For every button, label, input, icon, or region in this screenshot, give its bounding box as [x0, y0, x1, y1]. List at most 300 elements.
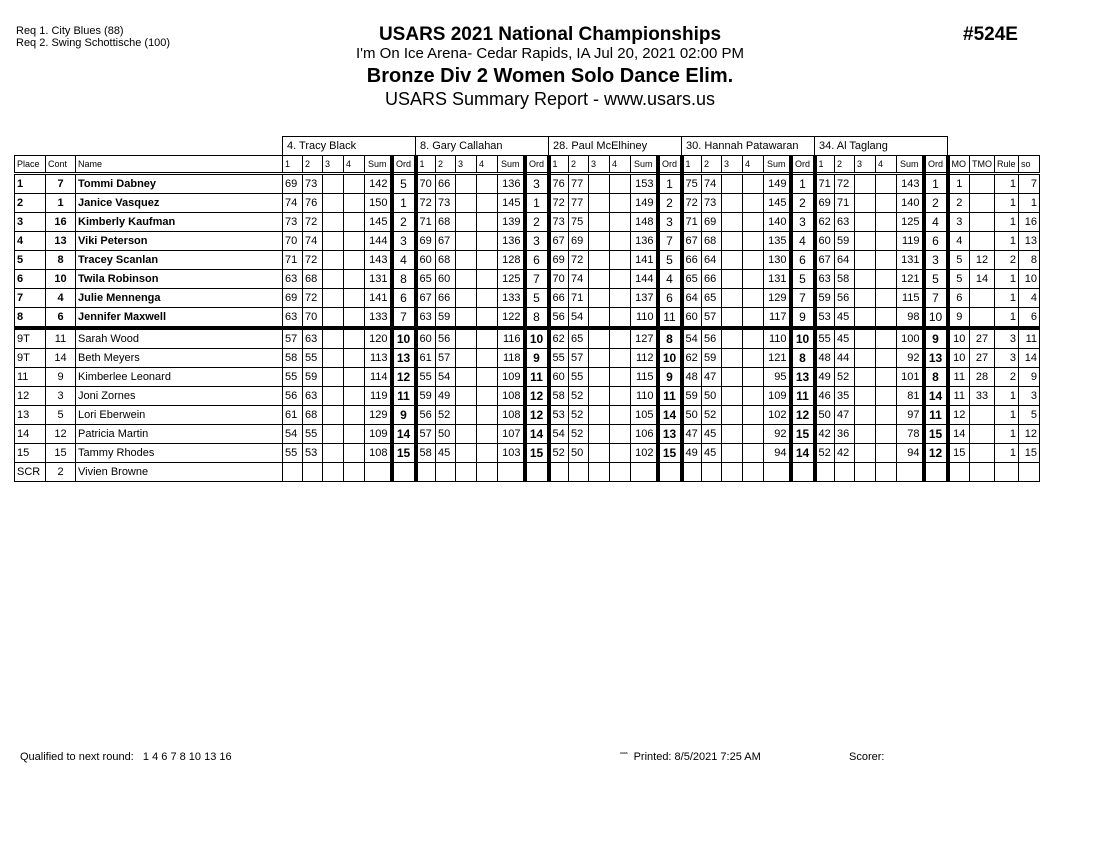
- judge-mark: 70: [416, 174, 436, 194]
- judge-mark: 70: [283, 232, 303, 251]
- col-judge-sum: Sum: [365, 156, 392, 174]
- place-cell: 8: [15, 308, 46, 329]
- judge-mark: [876, 368, 897, 387]
- judge-ordinal: 1: [924, 174, 948, 194]
- mo-cell: 3: [948, 213, 970, 232]
- judge-mark: 66: [702, 270, 722, 289]
- judge-name-header: 28. Paul McElhiney: [549, 137, 682, 156]
- judge-mark: 66: [549, 289, 569, 308]
- judge-mark: [303, 463, 323, 482]
- judge-mark: [589, 463, 610, 482]
- judge-ordinal: 3: [791, 213, 815, 232]
- judge-mark: [743, 349, 764, 368]
- col-judge-ord: Ord: [392, 156, 416, 174]
- judge-sum: [764, 463, 791, 482]
- judge-mark: 60: [436, 270, 456, 289]
- judge-sum: 122: [498, 308, 525, 329]
- place-cell: 12: [15, 387, 46, 406]
- qualified-summary: [20, 751, 232, 763]
- col-mo: MO: [948, 156, 970, 174]
- judge-mark: [589, 251, 610, 270]
- judge-mark: 47: [682, 425, 702, 444]
- judge-ordinal: 11: [525, 368, 549, 387]
- judge-mark: [855, 387, 876, 406]
- judge-sum: 97: [897, 406, 924, 425]
- col-judge-mark-3: 3: [323, 156, 344, 174]
- tmo-cell: 28: [970, 368, 995, 387]
- event-number: #524E: [963, 24, 1018, 45]
- judge-mark: 71: [416, 213, 436, 232]
- judge-ordinal: 7: [658, 232, 682, 251]
- scorer-label: Scorer:: [849, 751, 885, 763]
- judge-ordinal: [924, 463, 948, 482]
- so-cell: [1019, 463, 1040, 482]
- table-row: [15, 308, 1040, 329]
- rule-cell: 2: [995, 368, 1019, 387]
- judge-ordinal: 13: [658, 425, 682, 444]
- judge-ordinal: 6: [924, 232, 948, 251]
- rule-cell: 1: [995, 308, 1019, 329]
- judge-sum: 109: [764, 387, 791, 406]
- judge-mark: [456, 387, 477, 406]
- judge-mark: 63: [283, 270, 303, 289]
- skater-name: Jennifer Maxwell: [76, 308, 283, 329]
- judge-mark: [855, 463, 876, 482]
- place-cell: 2: [15, 194, 46, 213]
- judge-mark: 68: [702, 232, 722, 251]
- judge-ordinal: 5: [392, 174, 416, 194]
- mo-cell: 5: [948, 270, 970, 289]
- judge-ordinal: 9: [392, 406, 416, 425]
- judge-mark: [702, 463, 722, 482]
- judge-mark: [589, 387, 610, 406]
- judge-mark: 72: [416, 194, 436, 213]
- rule-cell: [995, 463, 1019, 482]
- judge-mark: [589, 308, 610, 329]
- judge-mark: 55: [549, 349, 569, 368]
- judge-ordinal: 13: [392, 349, 416, 368]
- judge-ordinal: 11: [658, 387, 682, 406]
- judge-mark: 74: [702, 174, 722, 194]
- skater-name: Viki Peterson: [76, 232, 283, 251]
- judge-mark: 73: [702, 194, 722, 213]
- judge-mark: [344, 463, 365, 482]
- so-cell: 13: [1019, 232, 1040, 251]
- rule-cell: 1: [995, 174, 1019, 194]
- tmo-cell: 27: [970, 328, 995, 349]
- judge-mark: [477, 194, 498, 213]
- skater-name: Tracey Scanlan: [76, 251, 283, 270]
- requirement-1: Req 1. City Blues (88): [16, 25, 124, 37]
- rule-cell: 1: [995, 194, 1019, 213]
- judge-mark: [323, 289, 344, 308]
- judge-mark: [610, 444, 631, 463]
- judge-ordinal: 15: [392, 444, 416, 463]
- col-judge-sum: Sum: [631, 156, 658, 174]
- judge-ordinal: 13: [924, 349, 948, 368]
- col-judge-ord: Ord: [924, 156, 948, 174]
- judge-mark: [344, 368, 365, 387]
- judge-ordinal: 2: [924, 194, 948, 213]
- skater-name: Janice Vasquez: [76, 194, 283, 213]
- judge-mark: 73: [283, 213, 303, 232]
- judge-mark: [743, 406, 764, 425]
- judge-mark: 36: [835, 425, 855, 444]
- rule-cell: 1: [995, 425, 1019, 444]
- contestant-number: 13: [46, 232, 76, 251]
- col-name: Name: [76, 156, 283, 174]
- judge-mark: 52: [569, 425, 589, 444]
- mo-cell: 2: [948, 194, 970, 213]
- judge-sum: 78: [897, 425, 924, 444]
- judge-ordinal: 2: [525, 213, 549, 232]
- judge-mark: [610, 232, 631, 251]
- judge-mark: [323, 213, 344, 232]
- place-cell: 1: [15, 174, 46, 194]
- table-row: [15, 349, 1040, 368]
- judge-sum: 131: [897, 251, 924, 270]
- judge-mark: [722, 387, 743, 406]
- judge-ordinal: 14: [658, 406, 682, 425]
- judge-mark: 70: [549, 270, 569, 289]
- table-row: [15, 368, 1040, 387]
- judge-sum: 92: [897, 349, 924, 368]
- judge-mark: 63: [815, 270, 835, 289]
- championship-title: USARS 2021 National Championships: [378, 24, 722, 45]
- judge-sum: 94: [897, 444, 924, 463]
- judge-sum: 106: [631, 425, 658, 444]
- judge-mark: 65: [682, 270, 702, 289]
- judge-mark: [456, 213, 477, 232]
- judge-mark: 45: [436, 444, 456, 463]
- judge-mark: 65: [416, 270, 436, 289]
- judge-ordinal: 9: [791, 308, 815, 329]
- judge-sum: 135: [764, 232, 791, 251]
- contestant-number: 14: [46, 349, 76, 368]
- contestant-number: 9: [46, 368, 76, 387]
- judge-mark: 60: [416, 328, 436, 349]
- tmo-cell: 33: [970, 387, 995, 406]
- judge-ordinal: 1: [658, 174, 682, 194]
- judge-mark: [589, 425, 610, 444]
- judge-mark: [477, 368, 498, 387]
- judge-mark: [344, 308, 365, 329]
- judge-mark: 56: [436, 328, 456, 349]
- judge-ordinal: 1: [791, 174, 815, 194]
- so-cell: 8: [1019, 251, 1040, 270]
- judge-mark: [722, 194, 743, 213]
- judge-sum: 136: [498, 174, 525, 194]
- judge-sum: 131: [764, 270, 791, 289]
- contestant-number: 2: [46, 463, 76, 482]
- judge-ordinal: 12: [791, 406, 815, 425]
- mo-cell: 5: [948, 251, 970, 270]
- place-cell: 9T: [15, 328, 46, 349]
- judge-ordinal: 1: [392, 194, 416, 213]
- judge-ordinal: 8: [658, 328, 682, 349]
- place-cell: 13: [15, 406, 46, 425]
- col-judge-mark-1: 1: [815, 156, 835, 174]
- rule-cell: 1: [995, 213, 1019, 232]
- judge-mark: [722, 213, 743, 232]
- judge-name-header: 34. Al Taglang: [815, 137, 948, 156]
- judge-mark: [323, 444, 344, 463]
- judge-sum: 131: [365, 270, 392, 289]
- judge-sum: [498, 463, 525, 482]
- judge-sum: 108: [498, 387, 525, 406]
- judge-name-header: 8. Gary Callahan: [416, 137, 549, 156]
- judge-mark: [876, 194, 897, 213]
- judge-mark: [477, 349, 498, 368]
- judge-mark: [477, 251, 498, 270]
- judge-mark: 74: [303, 232, 323, 251]
- judge-mark: [855, 232, 876, 251]
- judge-ordinal: 15: [658, 444, 682, 463]
- judge-mark: [722, 406, 743, 425]
- place-cell: 3: [15, 213, 46, 232]
- skater-name: Joni Zornes: [76, 387, 283, 406]
- col-judge-mark-2: 2: [303, 156, 323, 174]
- judge-mark: 56: [416, 406, 436, 425]
- so-cell: 7: [1019, 174, 1040, 194]
- rule-cell: 1: [995, 232, 1019, 251]
- judge-sum: 107: [498, 425, 525, 444]
- judge-sum: 117: [764, 308, 791, 329]
- judge-mark: [344, 406, 365, 425]
- judge-mark: 45: [835, 308, 855, 329]
- judge-mark: 50: [702, 387, 722, 406]
- judge-mark: [610, 463, 631, 482]
- judge-ordinal: 3: [392, 232, 416, 251]
- judge-mark: [323, 463, 344, 482]
- judge-mark: 59: [436, 308, 456, 329]
- judge-mark: [610, 425, 631, 444]
- judge-mark: 69: [702, 213, 722, 232]
- tmo-cell: [970, 213, 995, 232]
- judge-ordinal: 3: [924, 251, 948, 270]
- col-judge-mark-1: 1: [283, 156, 303, 174]
- judge-mark: [549, 463, 569, 482]
- judge-mark: [589, 213, 610, 232]
- so-cell: 16: [1019, 213, 1040, 232]
- judge-mark: [722, 289, 743, 308]
- judge-sum: [897, 463, 924, 482]
- judge-mark: 48: [682, 368, 702, 387]
- judge-mark: [743, 387, 764, 406]
- mo-cell: 10: [948, 349, 970, 368]
- judge-mark: [743, 213, 764, 232]
- judge-mark: [682, 463, 702, 482]
- judge-mark: 52: [549, 444, 569, 463]
- contestant-number: 7: [46, 174, 76, 194]
- tmo-cell: 27: [970, 349, 995, 368]
- judge-mark: [589, 194, 610, 213]
- judge-ordinal: 4: [791, 232, 815, 251]
- judge-ordinal: 14: [392, 425, 416, 444]
- so-cell: 4: [1019, 289, 1040, 308]
- judge-mark: 76: [549, 174, 569, 194]
- judge-mark: [855, 308, 876, 329]
- col-judge-mark-4: 4: [477, 156, 498, 174]
- judge-mark: 46: [815, 387, 835, 406]
- judge-sum: 148: [631, 213, 658, 232]
- skater-name: Kimberly Kaufman: [76, 213, 283, 232]
- judge-mark: 54: [436, 368, 456, 387]
- judge-mark: 68: [303, 270, 323, 289]
- judge-mark: [323, 194, 344, 213]
- so-cell: 12: [1019, 425, 1040, 444]
- judge-mark: 62: [682, 349, 702, 368]
- judge-mark: [722, 174, 743, 194]
- judge-mark: [456, 368, 477, 387]
- judge-mark: [855, 213, 876, 232]
- judge-mark: [876, 308, 897, 329]
- judge-ordinal: 5: [525, 289, 549, 308]
- mo-cell: 6: [948, 289, 970, 308]
- contestant-number: 8: [46, 251, 76, 270]
- judge-mark: 72: [682, 194, 702, 213]
- judge-mark: [722, 444, 743, 463]
- judge-ordinal: 4: [924, 213, 948, 232]
- judge-sum: 145: [498, 194, 525, 213]
- requirement-2: Req 2. Swing Schottische (100): [16, 37, 171, 49]
- qualified-list: 1 4 6 7 8 10 13 16: [142, 751, 232, 763]
- col-judge-mark-4: 4: [610, 156, 631, 174]
- place-cell: 15: [15, 444, 46, 463]
- judge-mark: 59: [702, 349, 722, 368]
- judge-mark: [610, 368, 631, 387]
- judge-mark: [876, 444, 897, 463]
- col-place: Place: [15, 156, 46, 174]
- judge-mark: [876, 213, 897, 232]
- judge-mark: [344, 289, 365, 308]
- judge-mark: 54: [283, 425, 303, 444]
- rule-cell: 1: [995, 444, 1019, 463]
- judge-ordinal: 6: [525, 251, 549, 270]
- judge-mark: [344, 213, 365, 232]
- judge-mark: [722, 270, 743, 289]
- judge-mark: 69: [549, 251, 569, 270]
- judge-ordinal: 14: [924, 387, 948, 406]
- mo-cell: 10: [948, 328, 970, 349]
- judge-ordinal: 3: [525, 174, 549, 194]
- table-row: [15, 425, 1040, 444]
- judge-mark: 70: [303, 308, 323, 329]
- judge-mark: 50: [569, 444, 589, 463]
- judge-mark: 52: [569, 387, 589, 406]
- table-row: [15, 232, 1040, 251]
- judge-ordinal: 10: [525, 328, 549, 349]
- judge-mark: 63: [283, 308, 303, 329]
- judge-ordinal: 4: [392, 251, 416, 270]
- mo-cell: 11: [948, 368, 970, 387]
- judge-ordinal: 15: [791, 425, 815, 444]
- judge-mark: [610, 387, 631, 406]
- judge-mark: 52: [815, 444, 835, 463]
- judge-mark: [876, 174, 897, 194]
- place-cell: SCR: [15, 463, 46, 482]
- judge-mark: [456, 308, 477, 329]
- judge-mark: 71: [682, 213, 702, 232]
- judge-sum: 94: [764, 444, 791, 463]
- judge-mark: [743, 194, 764, 213]
- judge-ordinal: 10: [658, 349, 682, 368]
- judge-mark: [876, 425, 897, 444]
- judge-mark: 57: [283, 328, 303, 349]
- skater-name: Tommi Dabney: [76, 174, 283, 194]
- judge-mark: 65: [702, 289, 722, 308]
- so-cell: 6: [1019, 308, 1040, 329]
- judge-mark: [855, 194, 876, 213]
- judge-ordinal: 12: [525, 406, 549, 425]
- table-row: [15, 387, 1040, 406]
- judge-mark: [344, 251, 365, 270]
- judge-mark: 65: [569, 328, 589, 349]
- judge-mark: [743, 232, 764, 251]
- judge-mark: 74: [569, 270, 589, 289]
- judge-mark: 50: [436, 425, 456, 444]
- skater-name: Twila Robinson: [76, 270, 283, 289]
- judge-mark: [589, 289, 610, 308]
- judge-mark: 76: [303, 194, 323, 213]
- judge-mark: [344, 328, 365, 349]
- judge-sum: 110: [631, 308, 658, 329]
- judge-ordinal: [791, 463, 815, 482]
- col-judge-mark-2: 2: [702, 156, 722, 174]
- judge-sum: 120: [365, 328, 392, 349]
- judge-mark: [344, 270, 365, 289]
- judge-sum: 109: [365, 425, 392, 444]
- judge-ordinal: 6: [392, 289, 416, 308]
- col-so: so: [1019, 156, 1040, 174]
- mo-cell: 14: [948, 425, 970, 444]
- mo-cell: 4: [948, 232, 970, 251]
- judge-mark: [876, 406, 897, 425]
- judge-mark: [456, 270, 477, 289]
- table-row: [15, 174, 1040, 194]
- skater-name: Lori Eberwein: [76, 406, 283, 425]
- place-cell: 7: [15, 289, 46, 308]
- judge-mark: [323, 387, 344, 406]
- judge-sum: 143: [365, 251, 392, 270]
- column-header-row: [15, 156, 1040, 174]
- judge-mark: 60: [682, 308, 702, 329]
- judge-name-header: 4. Tracy Black: [283, 137, 416, 156]
- tmo-cell: [970, 232, 995, 251]
- judge-mark: [589, 349, 610, 368]
- table-row: [15, 251, 1040, 270]
- judge-mark: 62: [549, 328, 569, 349]
- judge-ordinal: 11: [658, 308, 682, 329]
- venue-line: I'm On Ice Arena- Cedar Rapids, IA Jul 20, 2021 02:00 PM: [355, 45, 745, 62]
- judge-mark: 77: [569, 194, 589, 213]
- judge-sum: 114: [365, 368, 392, 387]
- col-judge-mark-4: 4: [344, 156, 365, 174]
- judge-ordinal: 1: [525, 194, 549, 213]
- judge-sum: 118: [498, 349, 525, 368]
- judge-mark: [323, 328, 344, 349]
- tmo-cell: 14: [970, 270, 995, 289]
- so-cell: 11: [1019, 328, 1040, 349]
- judge-sum: 121: [764, 349, 791, 368]
- judge-mark: 49: [436, 387, 456, 406]
- tmo-cell: [970, 406, 995, 425]
- judge-mark: [855, 349, 876, 368]
- judge-mark: [743, 289, 764, 308]
- tmo-cell: [970, 444, 995, 463]
- judge-sum: 121: [897, 270, 924, 289]
- mo-cell: 15: [948, 444, 970, 463]
